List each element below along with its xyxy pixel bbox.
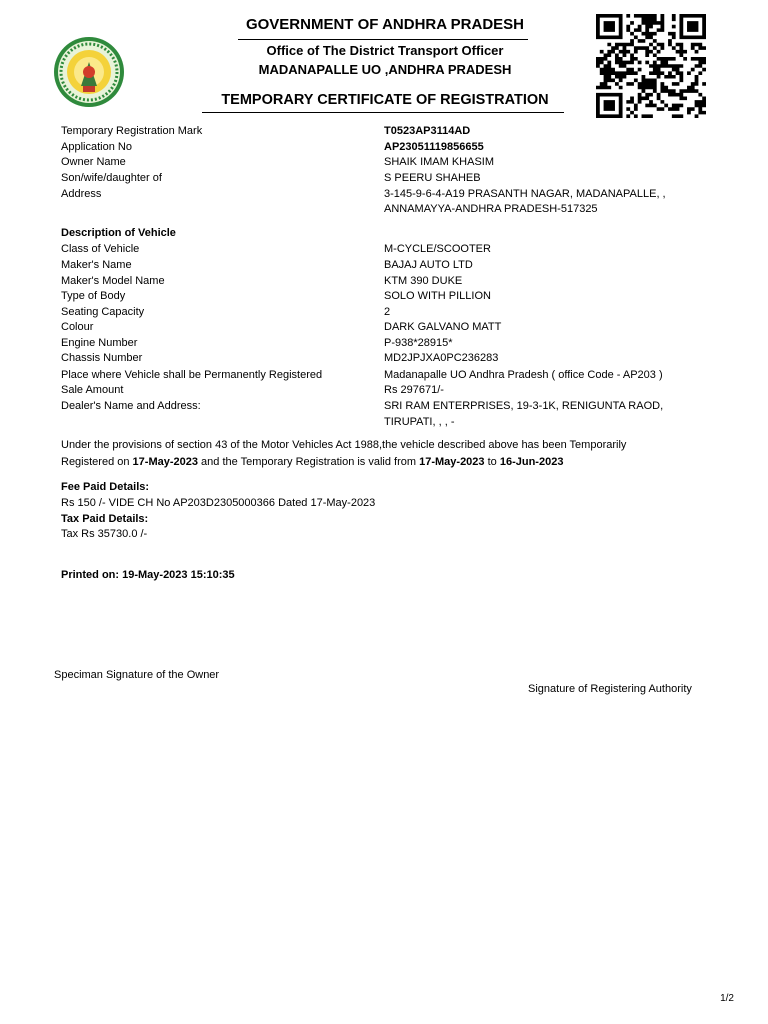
andhra-pradesh-emblem-icon <box>53 36 125 108</box>
vehicle-row-label: Engine Number <box>61 337 138 349</box>
authority-signature-label: Signature of Registering Authority <box>528 683 692 695</box>
vehicle-row-label: Place where Vehicle shall be Permanently Registered <box>61 369 323 381</box>
vehicle-section-title: Description of Vehicle <box>61 227 176 239</box>
address-label: Address <box>61 188 102 200</box>
vehicle-row-label: Maker's Name <box>61 259 132 271</box>
vehicle-row-value: M-CYCLE/SCOOTER <box>384 243 491 255</box>
owner-signature-label: Speciman Signature of the Owner <box>54 669 220 681</box>
vehicle-row-label: Dealer's Name and Address: <box>61 400 201 412</box>
dealer-address-line-2: TIRUPATI, , , - <box>384 416 455 428</box>
vehicle-row-label: Chassis Number <box>61 352 143 364</box>
provision-text: Registered on <box>61 456 133 468</box>
office-name: Office of The District Transport Officer <box>266 43 504 58</box>
owner-name-label: Owner Name <box>61 156 126 168</box>
address-line-1: 3-145-9-6-4-A19 PRASANTH NAGAR, MADANAPALLE, , <box>384 188 666 200</box>
vehicle-row-label: Class of Vehicle <box>61 243 140 255</box>
vehicle-row-value: Madanapalle UO Andhra Pradesh ( office Code - AP203 ) <box>384 369 663 381</box>
fee-paid-text: Rs 150 /- VIDE CH No AP203D2305000366 Dated 17-May-2023 <box>61 497 376 509</box>
printed-on: Printed on: 19-May-2023 15:10:35 <box>61 569 235 581</box>
government-title: GOVERNMENT OF ANDHRA PRADESH <box>245 16 525 33</box>
relation-label: Son/wife/daughter of <box>61 172 162 184</box>
office-place: MADANAPALLE UO ,ANDHRA PRADESH <box>258 62 512 77</box>
vehicle-row-value: DARK GALVANO MATT <box>384 321 502 333</box>
provision-text: to <box>484 456 500 468</box>
temp-reg-mark-value: T0523AP3114AD <box>384 125 471 137</box>
provision-text: and the Temporary Registration is valid from <box>197 456 420 468</box>
address-line-2: ANNAMAYYA-ANDHRA PRADESH-517325 <box>384 203 598 215</box>
application-no-value: AP23051119856655 <box>384 141 484 153</box>
qr-code-icon <box>596 14 706 118</box>
application-no-label: Application No <box>61 141 132 153</box>
vehicle-row-label: Maker's Model Name <box>61 275 165 287</box>
relation-value: S PEERU SHAHEB <box>384 172 481 184</box>
vehicle-row-value: BAJAJ AUTO LTD <box>384 259 473 271</box>
vehicle-row-value: Rs 297671/- <box>384 384 444 396</box>
provision-line-1: Under the provisions of section 43 of the Motor Vehicles Act 1988,the vehicle described above has been Temporarily <box>61 439 627 451</box>
owner-name-value: SHAIK IMAM KHASIM <box>384 156 495 168</box>
vehicle-row-value: 2 <box>384 306 391 318</box>
registered-on-date: 17-May-2023 <box>132 456 198 468</box>
temp-reg-mark-label: Temporary Registration Mark <box>61 125 203 137</box>
vehicle-row-value: SOLO WITH PILLION <box>384 290 491 302</box>
certificate-title: TEMPORARY CERTIFICATE OF REGISTRATION <box>221 92 549 108</box>
valid-from-date: 17-May-2023 <box>419 456 485 468</box>
vehicle-row-label: Colour <box>61 321 94 333</box>
qr-modules <box>596 14 706 118</box>
header-divider <box>238 39 528 40</box>
page-number: 1/2 <box>720 993 734 1004</box>
vehicle-row-value: KTM 390 DUKE <box>384 275 463 287</box>
vehicle-row-value: SRI RAM ENTERPRISES, 19-3-1K, RENIGUNTA RAOD, <box>384 400 664 412</box>
vehicle-row-label: Seating Capacity <box>61 306 145 318</box>
tax-paid-title: Tax Paid Details: <box>61 513 149 525</box>
tax-paid-text: Tax Rs 35730.0 /- <box>61 528 148 540</box>
vehicle-row-label: Sale Amount <box>61 384 124 396</box>
vehicle-row-value: MD2JPJXA0PC236283 <box>384 352 499 364</box>
title-underline <box>202 112 564 113</box>
vehicle-row-label: Type of Body <box>61 290 126 302</box>
vehicle-row-value: P-938*28915* <box>384 337 453 349</box>
provision-line-2 <box>61 455 563 471</box>
fee-paid-title: Fee Paid Details: <box>61 481 150 493</box>
valid-to-date: 16-Jun-2023 <box>499 456 564 468</box>
